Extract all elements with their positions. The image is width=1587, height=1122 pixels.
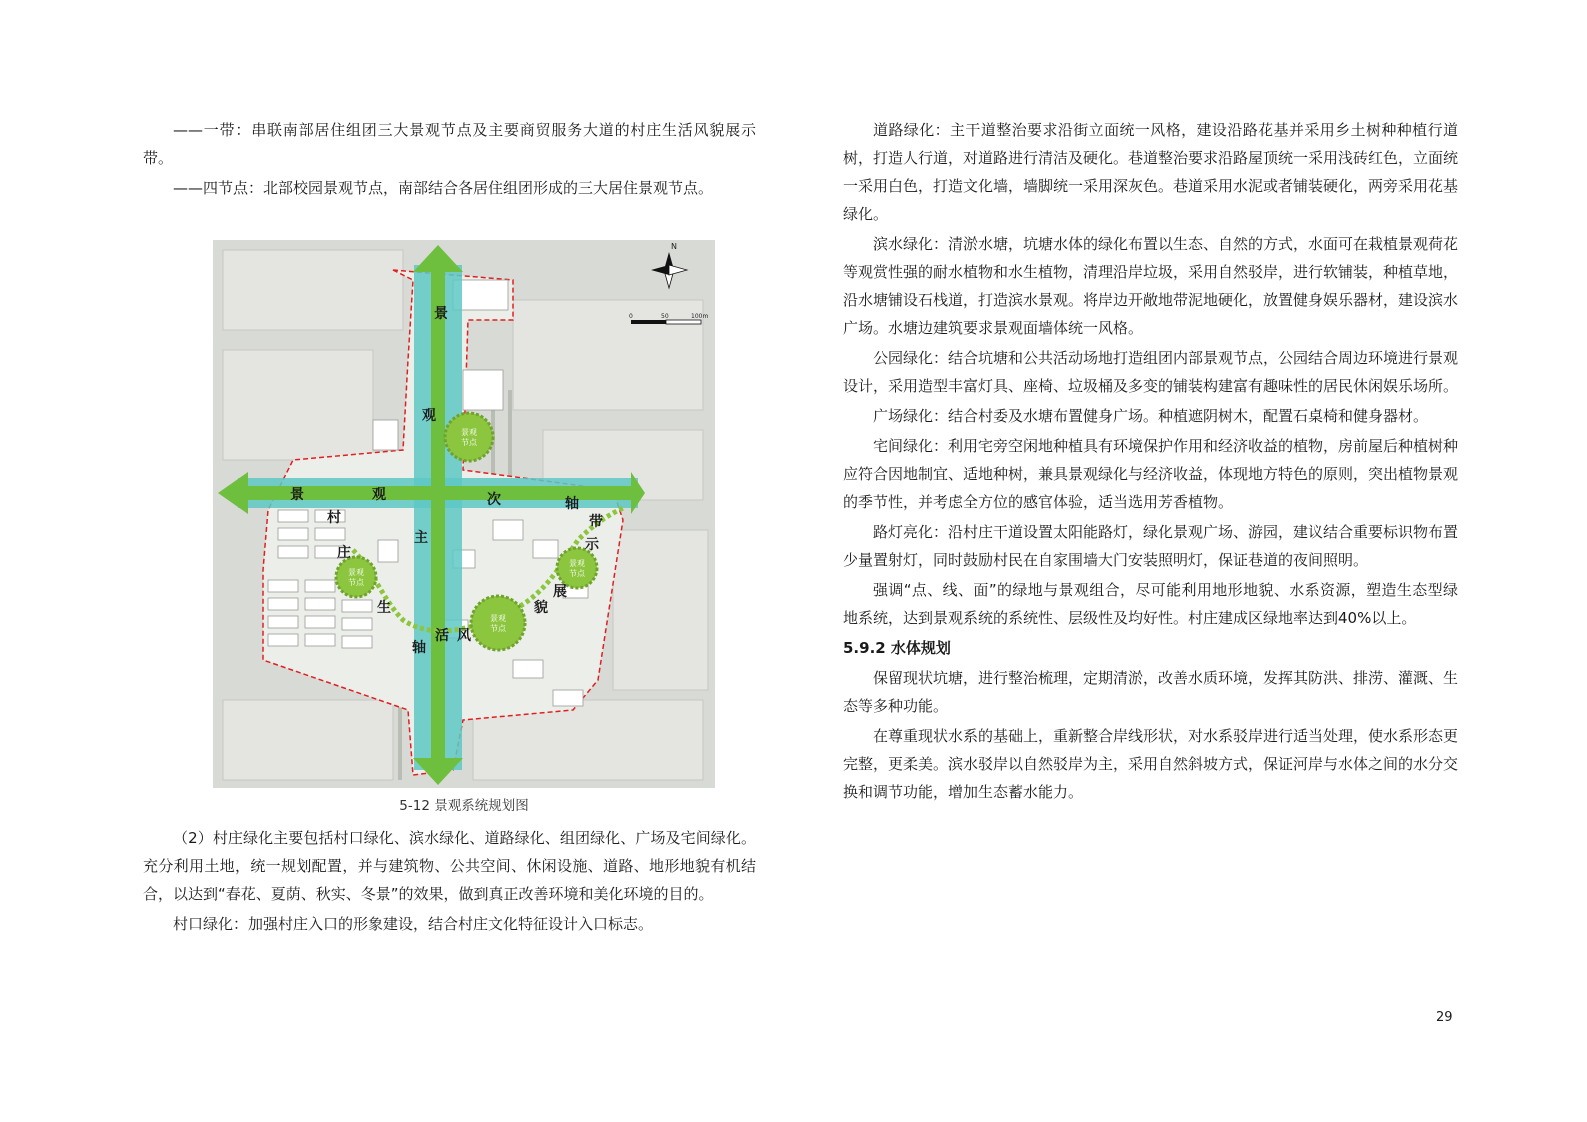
belt-char-9: 带 [589, 514, 603, 530]
belt-char-7: 展 [553, 584, 567, 600]
main-axis-char-1: 景 [434, 306, 448, 322]
paragraph-water-shoreline: 在尊重现状水系的基础上，重新整合岸线形状，对水系驳岸进行适当处理，使水系形态更完整，更柔美。滨水驳岸以自然驳岸为主，采用自然斜坡方式，保证河岸与水体之间的水分交换和调节功能，增加生态蓄水能力。 [843, 727, 1459, 801]
belt-char-4: 活 [435, 628, 449, 644]
paragraph-waterfront-greening: 滨水绿化：清淤水塘，坑塘水体的绿化布置以生态、自然的方式，水面可在栽植景观荷花等观赏性强的耐水植物和水生植物，清理沿岸垃圾，采用自然驳岸，进行软铺装，种植草地，沿水塘铺设石栈道，打造滨水景观。将岸边开敞地带泥地硬化，放置健身娱乐器材，建设滨水广场。水塘边建筑要求景观面墙体统一风格。 [843, 235, 1459, 337]
map-svg [213, 240, 715, 788]
landscape-plan-map [213, 240, 715, 788]
secondary-axis-char-3: 次 [487, 492, 501, 508]
landscape-node-west [336, 557, 376, 597]
node-label-east-2: 节点 [569, 569, 585, 578]
paragraph-plaza-greening: 广场绿化：结合村委及水塘布置健身广场。种植遮阴树木，配置石桌椅和健身器材。 [873, 407, 1429, 425]
north-label: N [671, 242, 677, 251]
main-axis-char-2: 观 [422, 408, 436, 424]
node-label-north-2: 节点 [461, 438, 477, 447]
paragraph-four-nodes: ——四节点：北部校园景观节点，南部结合各居住组团形成的三大居住景观节点。 [173, 179, 714, 197]
paragraph-park-greening: 公园绿化：结合坑塘和公共活动场地打造组团内部景观节点，公园结合周边环境进行景观设计，采用造型丰富灯具、座椅、垃圾桶及多变的铺装构建富有趣味性的居民休闲娱乐场所。 [843, 349, 1459, 395]
page-number: 29 [1436, 1010, 1453, 1025]
main-axis-char-3: 主 [414, 530, 428, 546]
belt-char-1: 村 [327, 510, 341, 526]
node-label-east-1: 景观 [569, 559, 585, 568]
secondary-axis-char-4: 轴 [565, 496, 579, 512]
section-heading-water-planning: 5.9.2 水体规划 [843, 639, 951, 657]
node-label-north-1: 景观 [461, 428, 477, 437]
main-axis-char-4: 轴 [412, 640, 426, 656]
paragraph-water-retain: 保留现状坑塘，进行整治梳理，定期清淤，改善水质环境，发挥其防洪、排涝、灌溉、生态等多种功能。 [843, 669, 1459, 715]
node-label-west-2: 节点 [348, 578, 364, 587]
belt-char-6: 貌 [534, 600, 548, 616]
left-column-top [143, 116, 756, 204]
node-label-west-1: 景观 [348, 568, 364, 577]
left-column-bottom [143, 824, 756, 940]
scale-label-100m: 100m [691, 313, 709, 320]
node-label-center-2: 节点 [490, 624, 506, 633]
landscape-node-north [445, 413, 493, 461]
paragraph-point-line-surface: 强调“点、线、面”的绿地与景观组合，尽可能利用地形地貌、水系资源，塑造生态型绿地系统，达到景观系统的系统性、层级性及均好性。村庄建成区绿地率达到40%以上。 [843, 581, 1458, 627]
paragraph-courtyard-greening: 宅间绿化：利用宅旁空闲地种植具有环境保护作用和经济收益的植物，房前屋后种植树种应符合因地制宜、适地种树，兼具景观绿化与经济收益，体现地方特色的原则，突出植物景观的季节性，并考虑全方位的感官体验，适当选用芳香植物。 [843, 437, 1459, 511]
figure-caption: 5-12 景观系统规划图 [399, 798, 529, 814]
paragraph-street-lighting: 路灯亮化：沿村庄干道设置太阳能路灯，绿化景观广场、游园，建议结合重要标识物布置少量置射灯，同时鼓励村民在自家围墙大门安装照明灯，保证巷道的夜间照明。 [843, 523, 1459, 569]
paragraph-road-greening: 道路绿化：主干道整治要求沿街立面统一风格，建设沿路花基并采用乡土树种种植行道树，打造人行道，对道路进行清洁及硬化。巷道整治要求沿路屋顶统一采用浅砖红色，立面统一采用白色，打造文化墙，墙脚统一采用深灰色。巷道采用水泥或者铺装硬化，两旁采用花基绿化。 [843, 121, 1459, 223]
scale-label-0: 0 [629, 313, 633, 320]
scale-label-50: 50 [661, 313, 669, 320]
node-label-center-1: 景观 [490, 614, 506, 623]
belt-char-3: 生 [377, 600, 391, 616]
landscape-node-center [471, 596, 525, 650]
landscape-node-east [557, 548, 597, 588]
belt-char-5: 风 [457, 628, 471, 644]
belt-char-2: 庄 [337, 545, 351, 561]
paragraph-greening-overview: （2）村庄绿化主要包括村口绿化、滨水绿化、道路绿化、组团绿化、广场及宅间绿化。充分利用土地，统一规划配置，并与建筑物、公共空间、休闲设施、道路、地形地貌有机结合，以达到“春花、夏荫、秋实、冬景”的效果，做到真正改善环境和美化环境的目的。 [143, 829, 756, 903]
secondary-axis-char-1: 景 [290, 487, 304, 503]
paragraph-one-belt: ——一带：串联南部居住组团三大景观节点及主要商贸服务大道的村庄生活风貌展示带。 [143, 121, 756, 167]
right-column [843, 116, 1458, 808]
secondary-axis-char-2: 观 [372, 487, 386, 503]
belt-char-8: 示 [585, 537, 599, 553]
paragraph-entrance-greening: 村口绿化：加强村庄入口的形象建设，结合村庄文化特征设计入口标志。 [173, 915, 654, 933]
